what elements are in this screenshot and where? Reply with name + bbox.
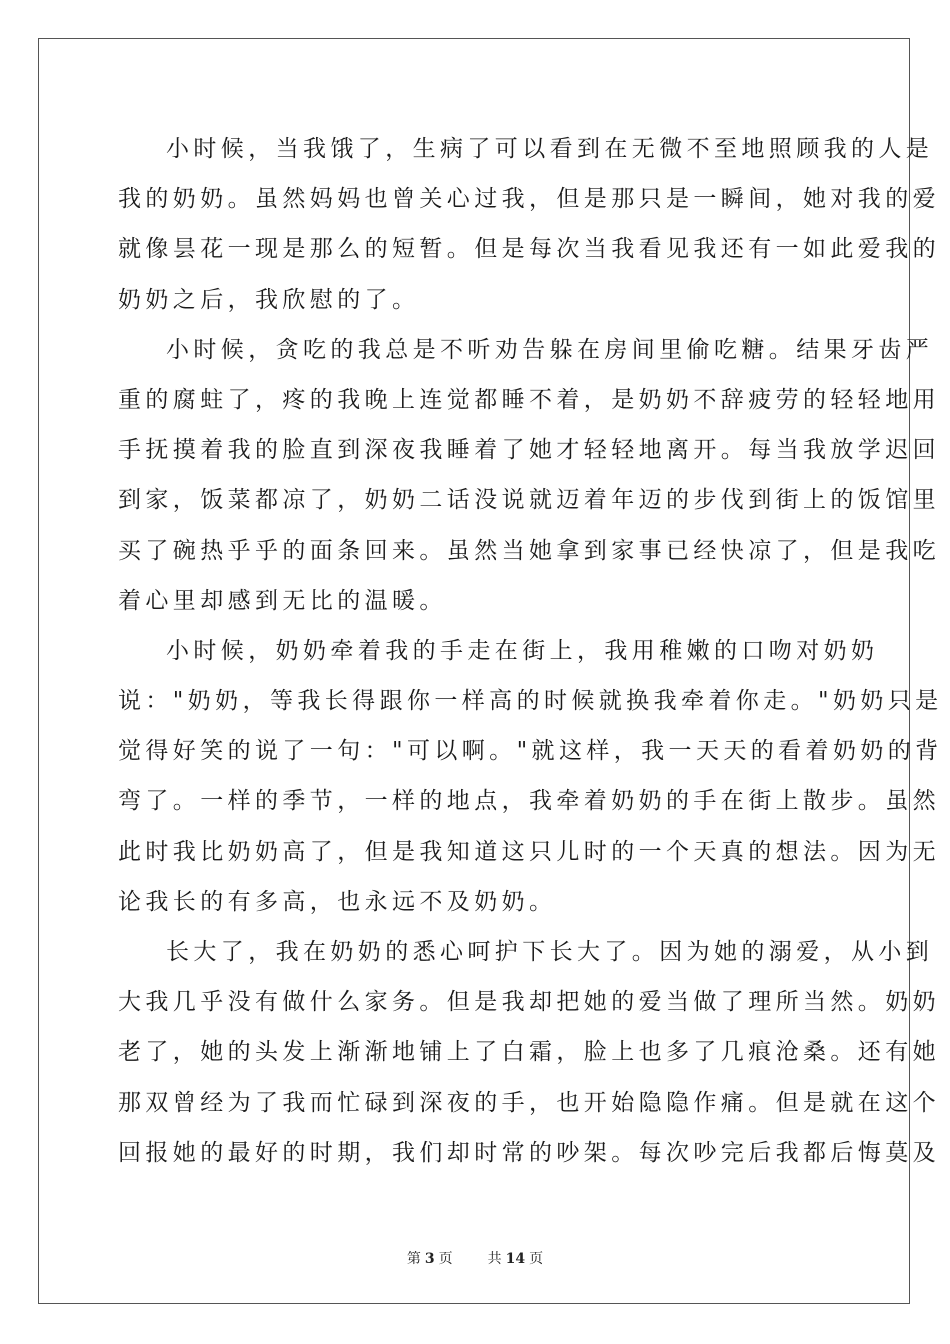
text-line: 觉得好笑的说了一句："可以啊。"就这样，我一天天的看着奶奶的背 xyxy=(118,738,943,765)
text-line: 就像昙花一现是那么的短暂。但是每次当我看见我还有一如此爱我的 xyxy=(118,236,940,263)
total-pages: 14 xyxy=(505,1251,526,1267)
total-prefix: 共 xyxy=(487,1251,502,1267)
text-line: 买了碗热乎乎的面条回来。虽然当她拿到家事已经快凉了，但是我吃 xyxy=(118,537,940,564)
text-line: 小时候，当我饿了，生病了可以看到在无微不至地照顾我的人是 xyxy=(166,136,934,162)
paragraph-3 xyxy=(118,626,943,927)
page-prefix: 第 xyxy=(406,1251,421,1267)
text-line: 大我几乎没有做什么家务。但是我却把她的爱当做了理所当然。奶奶 xyxy=(118,989,940,1016)
paragraph-1 xyxy=(118,124,940,325)
text-line: 论我长的有多高，也永远不及奶奶。 xyxy=(118,888,557,915)
page-unit: 页 xyxy=(438,1251,453,1267)
text-line: 重的腐蛀了，疼的我晚上连觉都睡不着，是奶奶不辞疲劳的轻轻地用 xyxy=(118,386,940,413)
page-footer xyxy=(0,1248,950,1268)
document-body xyxy=(118,124,943,1178)
paragraph-4 xyxy=(118,927,940,1178)
text-line: 那双曾经为了我而忙碌到深夜的手，也开始隐隐作痛。但是就在这个 xyxy=(118,1089,940,1116)
text-line: 我的奶奶。虽然妈妈也曾关心过我，但是那只是一瞬间，她对我的爱 xyxy=(118,186,940,213)
total-unit: 页 xyxy=(529,1251,544,1267)
text-line: 弯了。一样的季节，一样的地点，我牵着奶奶的手在街上散步。虽然 xyxy=(118,788,940,815)
text-line: 老了，她的头发上渐渐地铺上了白霜，脸上也多了几痕沧桑。还有她 xyxy=(118,1039,940,1066)
page-indicator xyxy=(405,1251,455,1267)
text-line: 说："奶奶，等我长得跟你一样高的时候就换我牵着你走。"奶奶只是 xyxy=(118,688,943,715)
text-line: 小时候，奶奶牵着我的手走在街上，我用稚嫩的口吻对奶奶 xyxy=(166,637,879,664)
text-line: 奶奶之后，我欣慰的了。 xyxy=(118,286,420,313)
text-line: 回报她的最好的时期，我们却时常的吵架。每次吵完后我都后悔莫及 xyxy=(118,1139,940,1166)
text-line: 此时我比奶奶高了，但是我知道这只儿时的一个天真的想法。因为无 xyxy=(118,838,940,865)
total-pages-indicator xyxy=(486,1251,545,1267)
text-line: 到家，饭菜都凉了，奶奶二话没说就迈着年迈的步伐到街上的饭馆里 xyxy=(118,487,940,514)
page-number: 3 xyxy=(424,1251,435,1267)
text-line: 手抚摸着我的脸直到深夜我睡着了她才轻轻地离开。每当我放学迟回 xyxy=(118,437,940,464)
text-line: 长大了，我在奶奶的悉心呵护下长大了。因为她的溺爱，从小到 xyxy=(166,939,934,965)
text-line: 小时候，贪吃的我总是不听劝告躲在房间里偷吃糖。结果牙齿严 xyxy=(166,336,934,363)
text-line: 着心里却感到无比的温暖。 xyxy=(118,587,447,614)
paragraph-2 xyxy=(118,325,940,626)
